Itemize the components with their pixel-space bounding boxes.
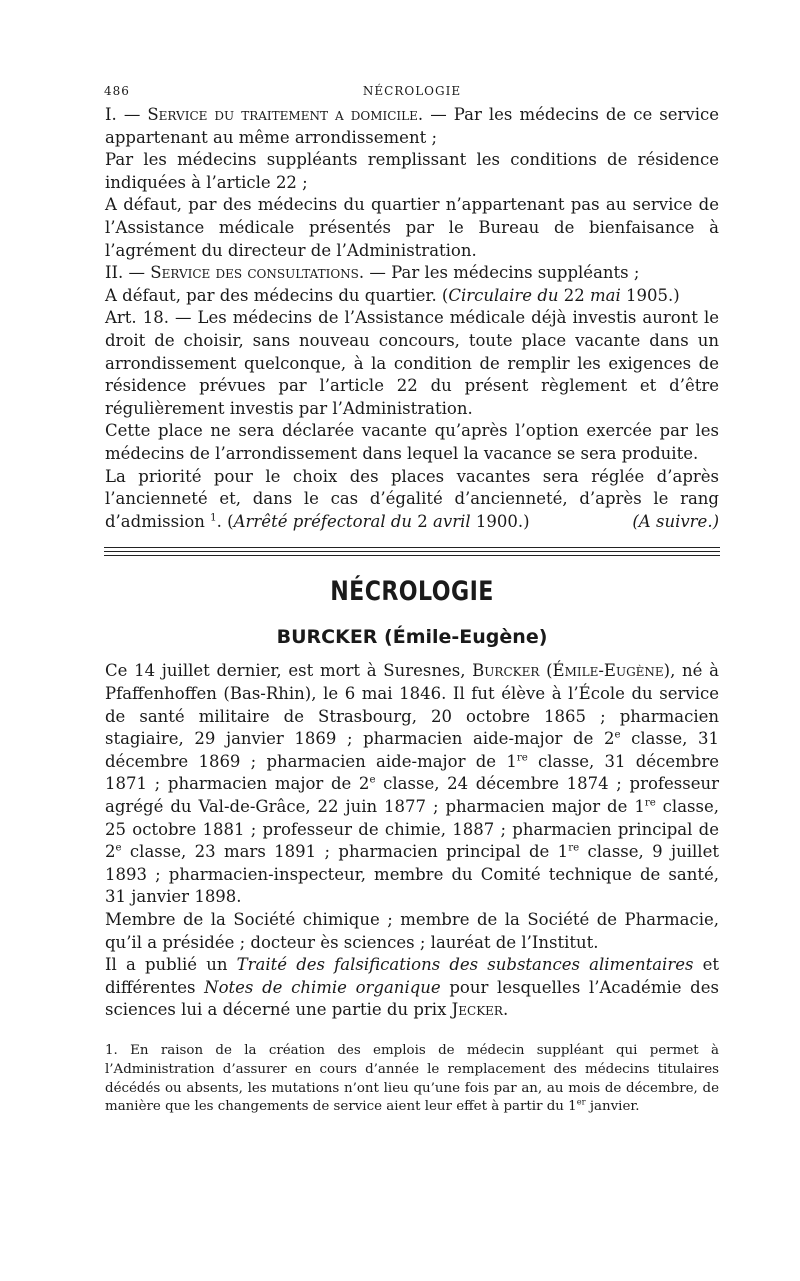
section-heading-domicile: I. — Service du traitement a domicile.: [105, 105, 424, 124]
italic-run: mai: [590, 285, 621, 305]
regulation-text: [105, 104, 719, 533]
text-run: 1905.): [620, 285, 680, 305]
text-run: , né à Pfaffenhoffen (Bas-Rhin), le 6 mai 1846. Il fut élève à l’École du service de santé militaire de Strasbourg, 20 octobre 1865 ; pharmacien stagiaire, 29 janvier 1869 ; pharmacien aide-major de 2: [105, 661, 719, 749]
page-number: 486: [104, 84, 130, 98]
divider-line: [104, 547, 720, 548]
italic-run: avril: [433, 511, 471, 531]
a-suivre: (A suivre.): [632, 511, 719, 531]
italic-run: Circulaire du: [448, 285, 559, 305]
footnote-marker: 1: [210, 512, 217, 524]
footnote-text: janvier.: [585, 1099, 640, 1115]
text-run: 22: [558, 285, 591, 305]
text-run: A défaut, par des médecins du quartier. (: [105, 285, 449, 305]
text-run: classe, 9 juillet 1893 ; pharmacien-inspecteur, membre du Comité technique de santé, 31 janvier 1898.: [105, 842, 719, 907]
italic-run: Traité des falsifications des substances alimentaires: [236, 955, 694, 975]
ordinal-sup: re: [644, 797, 656, 809]
running-head: [105, 78, 719, 104]
ordinal-sup: e: [369, 774, 376, 786]
paragraph-text: — Par les médecins suppléants ;: [364, 263, 640, 283]
paragraph-career: [105, 660, 719, 909]
text-run: . (: [216, 511, 234, 531]
footnote: [105, 1042, 719, 1117]
ordinal-sup: re: [568, 842, 580, 854]
text-run: pour lesquelles l’Académie des sciences lui a décerné une partie du prix: [105, 977, 719, 1020]
running-title: NÉCROLOGIE: [362, 84, 462, 98]
ordinal-sup: er: [576, 1096, 586, 1107]
ordinal-sup: e: [115, 842, 122, 854]
text-run: Ce 14 juillet dernier, est mort à Suresnes,: [105, 661, 473, 681]
text-run: 1900.): [470, 511, 530, 531]
paragraph-suppleants: Par les médecins suppléants remplissant les conditions de résidence indiquées à l’article 22 ;: [105, 150, 719, 192]
divider-line: [104, 551, 720, 552]
paragraph-article-18: Art. 18. — Les médecins de l’Assistance médicale déjà investis auront le droit de choisir, sans nouveau concours, toute place vacante dans un arrondissement quelconque, à la condition de remplir les exigences de résidence prévues par l’article 22 du présent règlement et d’être régulièrement investis par l’Administration.: [105, 308, 719, 418]
section-heading-consultations: II. — Service des consultations.: [105, 263, 365, 283]
footnote-text: 1. En raison de la création des emplois de médecin suppléant qui permet à l’Administration d’assurer en cours d’année le remplacement des médecins titulaires décédés ou absents, les mutations n’ont lieu qu’une fois par an, au mois de décembre, de manière que les changements de service aient leur effet à partir du 1: [105, 1042, 719, 1115]
paragraph-circulaire: [105, 285, 719, 308]
paragraph-defaut-quartier: A défaut, par des médecins du quartier n’appartenant pas au service de l’Assistance médicale présentés par le Bureau de bienfaisance à l’agrément du directeur de l’Administration.: [105, 195, 719, 260]
section-title: NÉCROLOGIE: [330, 576, 494, 608]
obituary-name: BURCKER (Émile-Eugène): [276, 625, 548, 648]
paragraph-memberships: Membre de la Société chimique ; membre de la Société de Pharmacie, qu’il a présidée ; docteur ès sciences ; lauréat de l’Institut.: [105, 910, 719, 952]
paragraph-place-vacante: Cette place ne sera déclarée vacante qu’après l’option exercée par les médecins de l’arrondissement dans lequel la vacance se sera produite.: [105, 421, 719, 463]
journal-page: [105, 78, 719, 1117]
text-run: .: [502, 1000, 509, 1020]
italic-run: Notes de chimie organique: [204, 977, 441, 997]
text-run: classe, 24 décembre 1874 ; professeur agrégé du Val-de-Grâce, 22 juin 1877 ; pharmacien major de 1: [105, 774, 719, 817]
text-run: classe, 31 décembre 1869 ; pharmacien aide-major de 1: [105, 729, 719, 771]
paragraph-service-consultations: [105, 262, 719, 285]
divider-line: [104, 555, 720, 556]
paragraph-service-domicile: [105, 104, 719, 149]
text-run: classe, 31 décembre 1871 ; pharmacien major de 2: [105, 751, 719, 794]
italic-run: Arrêté préfectoral du: [233, 511, 413, 531]
text-run: et différentes: [105, 955, 720, 997]
paragraph-text: — Par les médecins de ce service appartenant au même arrondissement ;: [105, 105, 720, 147]
smallcaps-run: Burcker (Émile-Eugène): [472, 661, 671, 681]
paragraph-publications: [105, 954, 719, 1022]
smallcaps-run: Jecker: [451, 1000, 503, 1020]
ordinal-sup: re: [516, 752, 528, 764]
paragraph-priorite: [105, 466, 719, 534]
text-run: 2: [412, 511, 434, 531]
ordinal-sup: e: [614, 729, 621, 741]
obituary-text: [105, 660, 719, 1022]
text-run: La priorité pour le choix des places vacantes sera réglée d’après l’ancienneté et, dans le cas d’égalité d’ancienneté, d’après le rang d’admission: [105, 466, 719, 531]
text-run: classe, 25 octobre 1881 ; professeur de chimie, 1887 ; pharmacien principal de 2: [105, 797, 719, 862]
section-divider: [105, 547, 719, 557]
text-run: Il a publié un: [105, 955, 237, 975]
text-run: classe, 23 mars 1891 ; pharmacien principal de 1: [121, 842, 569, 862]
